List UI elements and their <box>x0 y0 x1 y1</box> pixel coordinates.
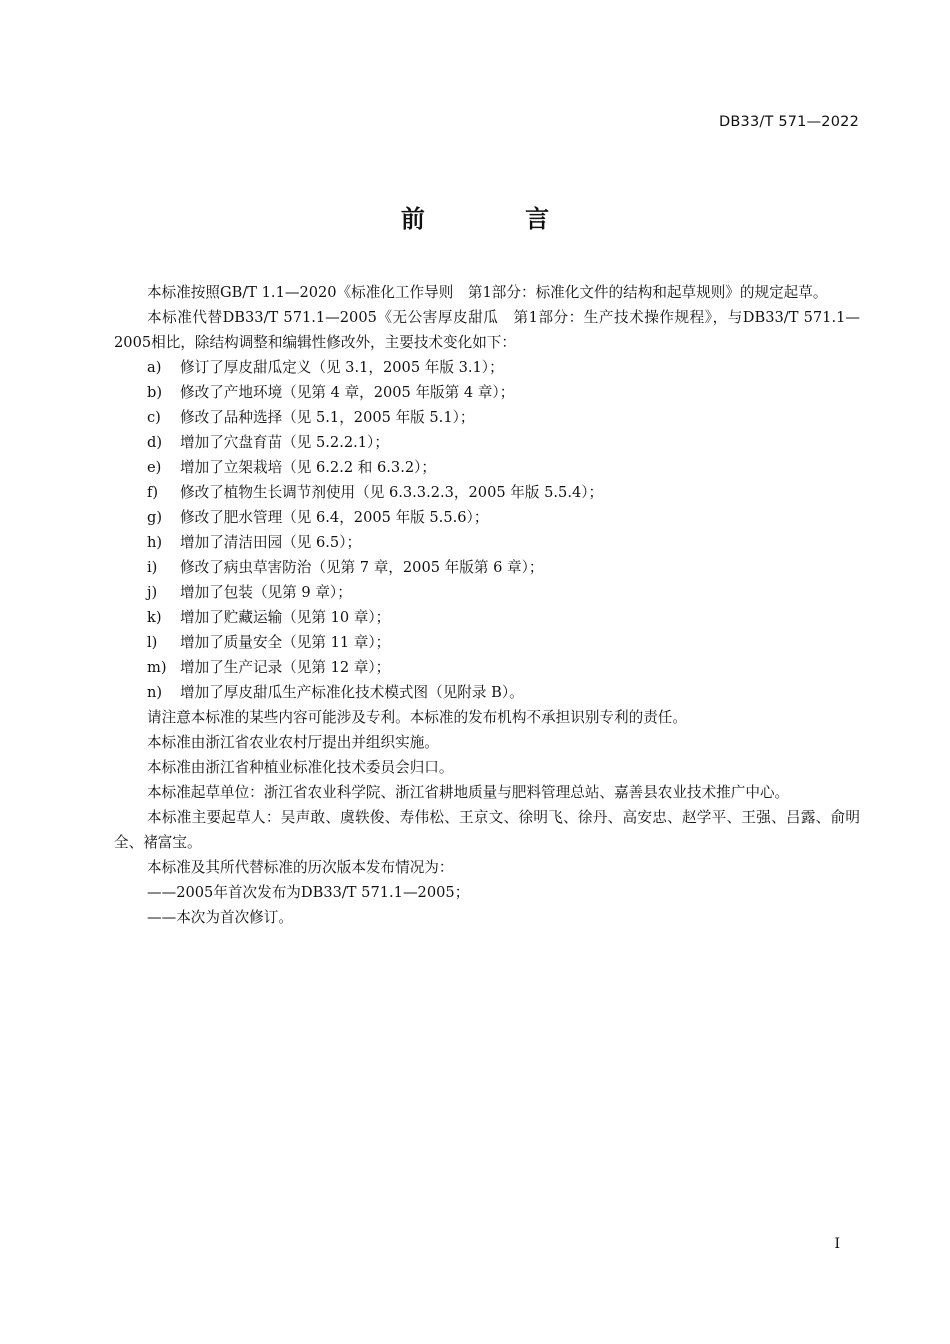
list-marker: j) <box>147 584 158 601</box>
list-text: 增加了质量安全（见第 11 章）； <box>180 634 391 651</box>
list-item <box>114 555 860 580</box>
list-marker: k) <box>147 609 162 626</box>
list-marker: d) <box>147 434 163 451</box>
drafting-units: 本标准起草单位：浙江省农业科学院、浙江省耕地质量与肥料管理总站、嘉善县农业技术推广中心。 <box>147 784 790 801</box>
changes-list <box>114 355 860 705</box>
proposer-statement: 本标准由浙江省农业农村厅提出并组织实施。 <box>147 734 439 751</box>
list-marker: l) <box>147 634 158 651</box>
history-item-first-revision: ——本次为首次修订。 <box>147 909 293 926</box>
paragraph-drafting-rule: 本标准按照GB/T 1.1—2020《标准化工作导则 第1部分：标准化文件的结构和起草规则》的规定起草。 <box>147 284 828 301</box>
list-item <box>114 655 860 680</box>
list-marker: f) <box>147 484 159 501</box>
history-intro: 本标准及其所代替标准的历次版本发布情况为： <box>147 859 454 876</box>
list-item <box>114 630 860 655</box>
list-item <box>114 580 860 605</box>
list-text: 修改了品种选择（见 5.1，2005 年版 5.1）； <box>180 409 475 426</box>
page-number: I <box>834 1236 840 1252</box>
list-item <box>114 480 860 505</box>
list-marker: i) <box>147 559 158 576</box>
list-item <box>114 605 860 630</box>
list-marker: h) <box>147 534 163 551</box>
list-text: 增加了生产记录（见第 12 章）； <box>180 659 391 676</box>
list-item <box>114 455 860 480</box>
list-text: 增加了贮藏运输（见第 10 章）； <box>180 609 391 626</box>
list-item <box>114 430 860 455</box>
list-marker: c) <box>147 409 161 426</box>
foreword-body <box>114 280 860 930</box>
list-text: 增加了包装（见第 9 章）； <box>180 584 352 601</box>
list-marker: m) <box>147 659 167 676</box>
list-marker: n) <box>147 684 163 701</box>
standard-code: DB33/T 571—2022 <box>719 114 859 130</box>
list-item <box>114 380 860 405</box>
list-marker: b) <box>147 384 163 401</box>
patent-notice: 请注意本标准的某些内容可能涉及专利。本标准的发布机构不承担识别专利的责任。 <box>147 709 687 726</box>
list-text: 增加了穴盘育苗（见 5.2.2.1）； <box>180 434 389 451</box>
list-item <box>114 505 860 530</box>
list-text: 增加了厚皮甜瓜生产标准化技术模式图（见附录 B）。 <box>180 684 524 701</box>
list-text: 修改了肥水管理（见 6.4，2005 年版 5.5.6）； <box>180 509 489 526</box>
list-marker: a) <box>147 359 162 376</box>
list-text: 修改了病虫草害防治（见第 7 章，2005 年版第 6 章）； <box>180 559 544 576</box>
list-text: 修订了厚皮甜瓜定义（见 3.1，2005 年版 3.1）； <box>180 359 504 376</box>
list-item <box>114 530 860 555</box>
list-item <box>114 680 860 705</box>
list-marker: g) <box>147 509 163 526</box>
list-text: 增加了清洁田园（见 6.5）； <box>180 534 362 551</box>
list-text: 修改了植物生长调节剂使用（见 6.3.3.2.3，2005 年版 5.5.4）； <box>180 484 604 501</box>
committee-statement: 本标准由浙江省种植业标准化技术委员会归口。 <box>147 759 454 776</box>
list-item <box>114 355 860 380</box>
page-title: 前 言 <box>400 205 596 233</box>
list-item <box>114 405 860 430</box>
list-marker: e) <box>147 459 162 476</box>
history-item-first-release: ——2005年首次发布为DB33/T 571.1—2005； <box>147 884 470 901</box>
paragraph-replacement: 本标准代替DB33/T 571.1—2005《无公害厚皮甜瓜 第1部分：生产技术操作规程》，与DB33/T 571.1—2005相比，除结构调整和编辑性修改外，主要技术变化如下： <box>114 309 860 351</box>
list-text: 修改了产地环境（见第 4 章，2005 年版第 4 章）； <box>180 384 515 401</box>
list-text: 增加了立架栽培（见 6.2.2 和 6.3.2）； <box>180 459 437 476</box>
main-drafters: 本标准主要起草人：吴声敢、虞轶俊、寿伟松、王京文、徐明飞、徐丹、高安忠、赵学平、王强、吕露、俞明全、褚富宝。 <box>114 809 860 851</box>
